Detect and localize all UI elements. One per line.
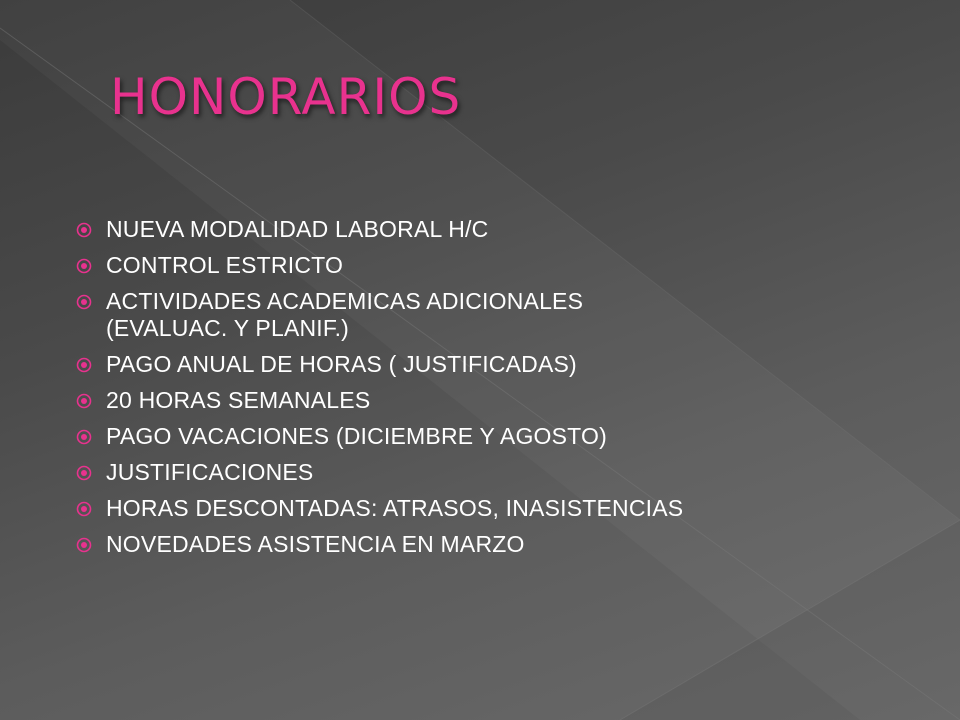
list-item-text: PAGO VACACIONES (DICIEMBRE Y AGOSTO) xyxy=(106,423,607,449)
list-item-text: 20 HORAS SEMANALES xyxy=(106,387,371,413)
list-item-text: NUEVA MODALIDAD LABORAL H/C xyxy=(106,216,489,242)
bullet-list xyxy=(76,216,916,567)
list-item-line-2: (EVALUAC. Y PLANIF.) xyxy=(106,315,350,341)
list-item xyxy=(76,216,916,243)
list-item-line-1: ACTIVIDADES ACADEMICAS ADICIONALES xyxy=(106,288,584,314)
list-item xyxy=(76,387,916,414)
circled-dot-icon xyxy=(76,465,92,481)
list-item-text: JUSTIFICACIONES xyxy=(106,459,314,485)
circled-dot-icon xyxy=(76,429,92,445)
list-item xyxy=(76,351,916,378)
circled-dot-icon xyxy=(76,537,92,553)
list-item-text xyxy=(106,288,916,342)
circled-dot-icon xyxy=(76,357,92,373)
circled-dot-icon xyxy=(76,501,92,517)
list-item xyxy=(76,531,916,558)
circled-dot-icon xyxy=(76,294,92,310)
list-item xyxy=(76,288,916,342)
list-item-text: NOVEDADES ASISTENCIA EN MARZO xyxy=(106,531,525,557)
circled-dot-icon xyxy=(76,393,92,409)
circled-dot-icon xyxy=(76,222,92,238)
list-item-text: CONTROL ESTRICTO xyxy=(106,252,344,278)
list-item xyxy=(76,423,916,450)
list-item-text: PAGO ANUAL DE HORAS ( JUSTIFICADAS) xyxy=(106,351,577,377)
slide-title: HONORARIOS xyxy=(110,68,462,126)
list-item xyxy=(76,252,916,279)
list-item xyxy=(76,459,916,486)
list-item xyxy=(76,495,916,522)
list-item-text: HORAS DESCONTADAS: ATRASOS, INASISTENCIAS xyxy=(106,495,684,521)
circled-dot-icon xyxy=(76,258,92,274)
